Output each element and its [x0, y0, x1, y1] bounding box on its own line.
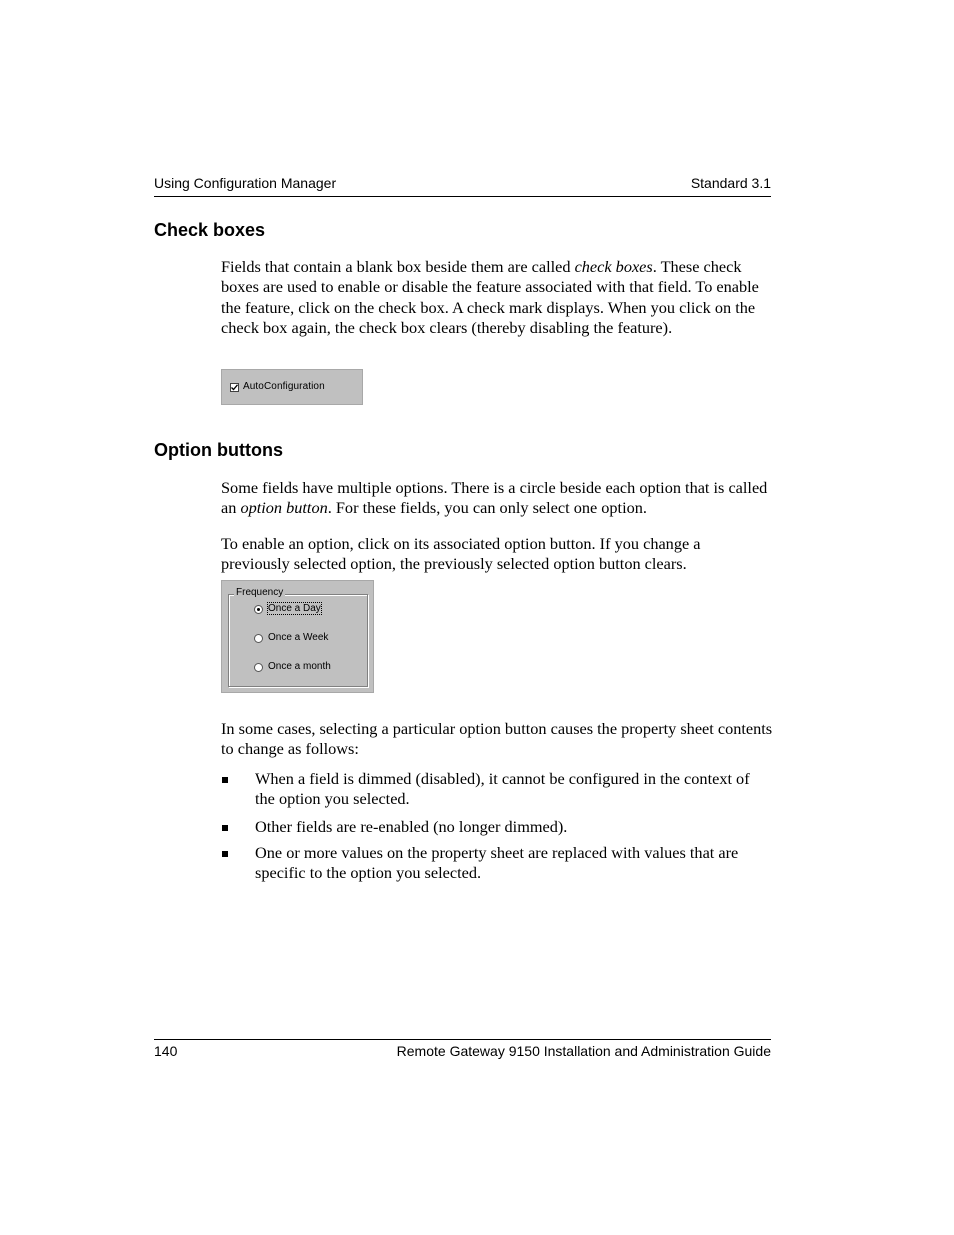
option-buttons-text-prefix: Some fields have multiple options. There is a circle beside each option that is called an — [221, 478, 768, 518]
bullet-list — [221, 769, 773, 883]
autoconfiguration-checkbox[interactable] — [230, 383, 239, 392]
radio-unselected-icon — [254, 634, 263, 643]
radio-label-once-a-day: Once a Day — [268, 603, 321, 614]
list-item — [221, 817, 773, 837]
radio-selected-icon — [254, 605, 263, 614]
option-buttons-paragraph-2: To enable an option, click on its associated option button. If you change a previously selected option, the previously selected option button clears. — [221, 534, 701, 574]
list-item-text: Other fields are re-enabled (no longer dimmed). — [255, 816, 568, 836]
bullet-square-icon — [222, 851, 228, 857]
list-item — [221, 769, 773, 810]
autoconfiguration-label: AutoConfiguration — [243, 381, 325, 392]
page-number: 140 — [154, 1043, 178, 1059]
frequency-legend: Frequency — [236, 587, 284, 598]
header-version: Standard 3.1 — [690, 175, 771, 191]
list-item-text: When a field is dimmed (disabled), it cannot be configured in the context of the option you selected. — [255, 769, 750, 809]
check-mark-icon — [231, 384, 238, 391]
option-buttons-text-suffix: . For these fields, you can only select one option. — [327, 498, 647, 518]
option-button-example-panel — [221, 580, 374, 693]
check-boxes-text-prefix: Fields that contain a blank box beside them are called — [221, 257, 575, 276]
check-boxes-term: check boxes — [574, 257, 653, 276]
option-buttons-term: option button — [240, 498, 328, 518]
checkbox-example-panel — [221, 369, 363, 405]
footer-doc-title: Remote Gateway 9150 Installation and Administration Guide — [396, 1043, 771, 1059]
option-buttons-paragraph-3: In some cases, selecting a particular option button causes the property sheet contents to change as follows: — [221, 719, 773, 759]
option-buttons-paragraph-1 — [221, 478, 773, 519]
list-item-text: One or more values on the property sheet are replaced with values that are specific to the option you selected. — [255, 842, 739, 883]
list-item — [221, 843, 773, 884]
bullet-square-icon — [222, 825, 228, 831]
option-buttons-heading: Option buttons — [154, 440, 283, 460]
radio-unselected-icon — [254, 663, 263, 672]
bullet-square-icon — [222, 777, 228, 783]
header-section-title: Using Configuration Manager — [154, 175, 337, 191]
check-boxes-heading: Check boxes — [154, 220, 266, 240]
radio-label-once-a-week: Once a Week — [268, 632, 329, 643]
radio-label-once-a-month: Once a month — [268, 661, 331, 672]
page-header — [154, 174, 771, 197]
check-boxes-paragraph — [221, 257, 773, 338]
page-footer — [154, 1039, 771, 1059]
check-boxes-text-suffix: . These check boxes are used to enable or disable the feature associated with that field. To enable the feature, click on the check box. A check mark displays. When you click on the check box again, the check box clears (thereby disabling the feature). — [221, 257, 759, 337]
